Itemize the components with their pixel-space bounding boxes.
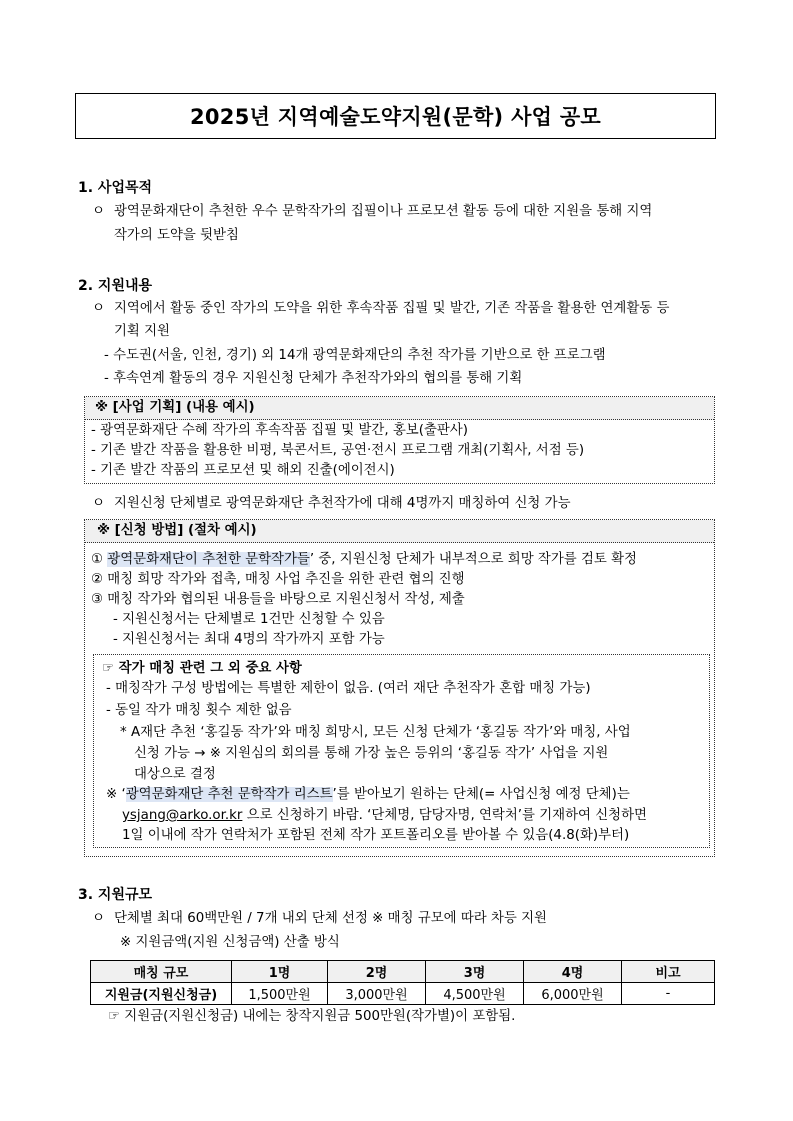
note-1: - 매칭작가 구성 방법에는 특별한 제한이 없음. (여러 재단 추천작가 혼합 매칭 가능)	[106, 681, 591, 696]
note-4: 신청 가능 → ※ 지원심의 회의를 통해 가장 높은 등위의 ‘홍길동 작가’ 사업을 지원	[134, 746, 609, 761]
bullet-icon: ㅇ	[92, 911, 105, 926]
plan-example-header: ※ [사업 기획] (내용 예시)	[85, 397, 714, 420]
step-1-rest: ’ 중, 지원신청 단체가 내부적으로 희망 작가를 검토 확정	[309, 552, 637, 567]
s2-sub-1: - 수도권(서울, 인천, 경기) 외 14개 광역문화재단의 추천 작가를 기반으로 한 프로그램	[104, 348, 606, 363]
table-cell: 4,500만원	[426, 983, 524, 1005]
apply-method-box	[84, 519, 715, 857]
note-7-rest: 으로 신청하기 바람. ‘단체명, 담당자명, 연락처’를 기재하여 신청하면	[242, 808, 647, 823]
section-3-heading: 3. 지원규모	[78, 887, 153, 903]
table-header-cell: 비고	[622, 961, 715, 983]
table-header-cell: 1명	[232, 961, 328, 983]
matching-notes-box	[93, 654, 710, 848]
s3-line-2: ※ 지원금액(지원 신청금액) 산출 방식	[120, 935, 340, 950]
note-8: 1일 이내에 작가 연락처가 포함된 전체 작가 포트폴리오를 받아볼 수 있음(4.8(화)부터)	[122, 828, 630, 843]
table-header-row	[91, 961, 715, 983]
table-cell: 1,500만원	[232, 983, 328, 1005]
s3-note: ☞ 지원금(지원신청금) 내에는 창작지원금 500만원(작가별)이 포함됨.	[108, 1009, 516, 1024]
step-1-num: ①	[91, 552, 104, 567]
table-cell: -	[622, 983, 715, 1005]
s2-sub-2: - 후속연계 활동의 경우 지원신청 단체가 추천작가와의 협의를 통해 기획	[104, 371, 523, 386]
table-cell: 지원금(지원신청금)	[91, 983, 232, 1005]
step-1	[91, 550, 637, 570]
title-box	[75, 93, 716, 139]
s2-text-1: 지역에서 활동 중인 작가의 도약을 위한 후속작품 집필 및 발간, 기존 작품을 활용한 연계활동 등	[114, 301, 670, 316]
table-header-cell: 4명	[524, 961, 622, 983]
note-6-pre: ※ ‘	[106, 787, 126, 802]
apply-method-header: ※ [신청 방법] (절차 예시)	[85, 520, 714, 543]
email-link[interactable]: ysjang@arko.or.kr	[122, 808, 243, 823]
page-title: 2025년 지역예술도약지원(문학) 사업 공모	[189, 105, 602, 129]
note-7	[122, 806, 647, 826]
plan-item-2: - 기존 발간 작품을 활용한 비평, 북콘서트, 공연·전시 프로그램 개최(기획사, 서점 등)	[91, 443, 585, 458]
s2-line-2: 기획 지원	[114, 324, 170, 339]
s2-bullet-2-text: 지원신청 단체별로 광역문화재단 추천작가에 대해 4명까지 매칭하여 신청 가능	[114, 496, 571, 511]
table-header-cell: 2명	[328, 961, 426, 983]
step-sub-1: - 지원신청서는 단체별로 1건만 신청할 수 있음	[113, 612, 385, 627]
matching-notes-header: ☞ 작가 매칭 관련 그 외 중요 사항	[102, 661, 302, 676]
step-2: ② 매칭 희망 작가와 접촉, 매칭 사업 추진을 위한 관련 협의 진행	[91, 572, 465, 587]
table-cell: 3,000만원	[328, 983, 426, 1005]
s2-bullet-2	[92, 494, 571, 514]
note-2: - 동일 작가 매칭 횟수 제한 없음	[106, 703, 292, 718]
writer-list-highlight: 광역문화재단 추천 문학작가 리스트	[125, 787, 333, 802]
section-2-heading: 2. 지원내용	[78, 278, 153, 294]
bullet-icon: ㅇ	[92, 496, 105, 511]
s3-text-1: 단체별 최대 60백만원 / 7개 내외 단체 선정 ※ 매칭 규모에 따라 차등 지원	[114, 911, 547, 926]
step-sub-2: - 지원신청서는 최대 4명의 작가까지 포함 가능	[113, 632, 385, 647]
plan-example-box	[84, 396, 715, 484]
table-header-cell: 3명	[426, 961, 524, 983]
section-1-heading: 1. 사업목적	[78, 180, 153, 196]
bullet-icon: ㅇ	[92, 301, 105, 316]
step-3: ③ 매칭 작가와 협의된 내용들을 바탕으로 지원신청서 작성, 제출	[91, 592, 465, 607]
table-cell: 6,000만원	[524, 983, 622, 1005]
table-row	[91, 983, 715, 1005]
recommended-writers-highlight: 광역문화재단이 추천한 문학작가들	[107, 552, 310, 567]
s1-line-1	[92, 202, 652, 222]
note-6	[106, 785, 630, 805]
bullet-icon: ㅇ	[92, 204, 105, 219]
s1-line-2: 작가의 도약을 뒷받침	[114, 228, 239, 243]
plan-item-3: - 기존 발간 작품의 프로모션 및 해외 진출(에이전시)	[91, 463, 395, 478]
note-3: * A재단 추천 ‘홍길동 작가’와 매칭 희망시, 모든 신청 단체가 ‘홍길동 작가’와 매칭, 사업	[120, 725, 631, 740]
note-6-rest: ’를 받아보기 원하는 단체(= 사업신청 예정 단체)는	[332, 787, 630, 802]
s1-text-1: 광역문화재단이 추천한 우수 문학작가의 집필이나 프로모션 활동 등에 대한 지원을 통해 지역	[114, 204, 653, 219]
note-5: 대상으로 결정	[134, 767, 216, 782]
plan-item-1: - 광역문화재단 수혜 작가의 후속작품 집필 및 발간, 홍보(출판사)	[91, 423, 468, 438]
table-header-cell: 매칭 규모	[91, 961, 232, 983]
s2-line-1	[92, 299, 669, 319]
support-amount-table	[90, 960, 715, 1005]
s3-line-1	[92, 909, 547, 929]
